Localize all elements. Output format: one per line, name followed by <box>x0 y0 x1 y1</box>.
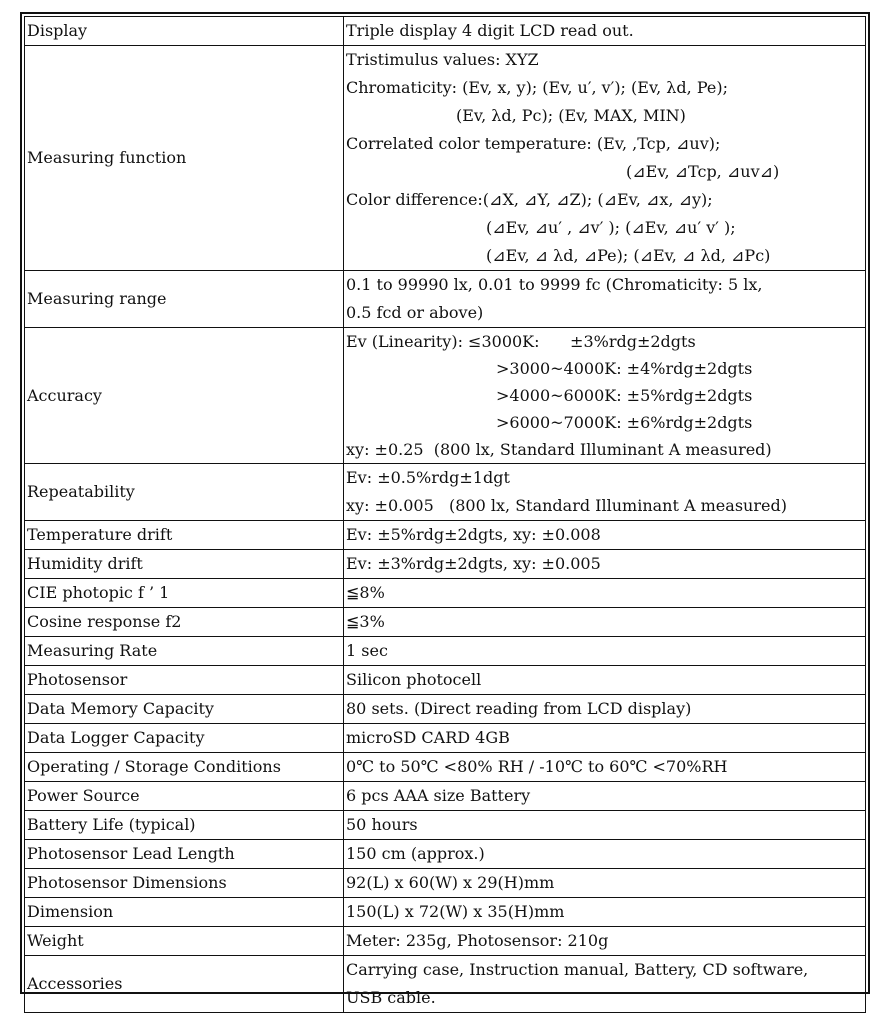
row-value <box>344 724 866 753</box>
row-value <box>344 328 866 464</box>
row-label: Operating / Storage Conditions <box>25 753 344 782</box>
table-row <box>25 724 866 753</box>
value-line: 80 sets. (Direct reading from LCD display) <box>346 699 692 718</box>
row-value <box>344 840 866 869</box>
row-value <box>344 464 866 521</box>
row-label: Weight <box>25 927 344 956</box>
row-label: Temperature drift <box>25 521 344 550</box>
value-line: 0.1 to 99990 lx, 0.01 to 9999 fc (Chromaticity: 5 lx, <box>346 275 763 294</box>
row-value <box>344 17 866 46</box>
row-label: CIE photopic f ’ 1 <box>25 579 344 608</box>
value-line: Carrying case, Instruction manual, Battery, CD software, <box>346 960 809 979</box>
value-line: Ev: ±3%rdg±2dgts, xy: ±0.005 <box>346 554 601 573</box>
row-value <box>344 956 866 1013</box>
value-line: xy: ±0.25 (800 lx, Standard Illuminant A measured) <box>346 440 772 459</box>
value-line: 50 hours <box>346 815 418 834</box>
row-value <box>344 521 866 550</box>
table-row <box>25 271 866 328</box>
table-row <box>25 17 866 46</box>
table-row <box>25 753 866 782</box>
row-label: Dimension <box>25 898 344 927</box>
row-value <box>344 579 866 608</box>
table-row <box>25 869 866 898</box>
row-label: Photosensor Dimensions <box>25 869 344 898</box>
table-row <box>25 956 866 1013</box>
value-line: ≦3% <box>346 612 385 631</box>
value-line: Silicon photocell <box>346 670 482 689</box>
value-line: (⊿Ev, ⊿u′ , ⊿v′ ); (⊿Ev, ⊿u′ v′ ); <box>486 218 736 237</box>
value-line: >4000~6000K: ±5%rdg±2dgts <box>496 386 753 405</box>
value-line: (Ev, λd, Pc); (Ev, MAX, MIN) <box>456 106 686 125</box>
value-line: Triple display 4 digit LCD read out. <box>346 21 634 40</box>
table-row <box>25 464 866 521</box>
value-line: Tristimulus values: XYZ <box>346 50 539 69</box>
value-line: USB cable. <box>346 988 436 1007</box>
value-line: Ev: ±0.5%rdg±1dgt <box>346 468 510 487</box>
row-label: Accuracy <box>25 328 344 464</box>
row-label: Photosensor Lead Length <box>25 840 344 869</box>
row-value <box>344 608 866 637</box>
value-line: Ev: ±5%rdg±2dgts, xy: ±0.008 <box>346 525 601 544</box>
row-label: Battery Life (typical) <box>25 811 344 840</box>
row-value <box>344 782 866 811</box>
value-line: 0.5 fcd or above) <box>346 303 484 322</box>
row-value <box>344 869 866 898</box>
value-line: Chromaticity: (Ev, x, y); (Ev, u′, v′); (Ev, λd, Pe); <box>346 78 728 97</box>
table-row <box>25 927 866 956</box>
value-line: 150 cm (approx.) <box>346 844 485 863</box>
row-label: Measuring range <box>25 271 344 328</box>
value-line: 0℃ to 50℃ <80% RH / -10℃ to 60℃ <70%RH <box>346 757 728 776</box>
table-row <box>25 666 866 695</box>
row-value <box>344 811 866 840</box>
row-label: Power Source <box>25 782 344 811</box>
row-label: Cosine response f2 <box>25 608 344 637</box>
spec-table-frame <box>20 12 870 1007</box>
table-row <box>25 840 866 869</box>
value-line: >3000~4000K: ±4%rdg±2dgts <box>496 359 753 378</box>
value-line: Color difference:(⊿X, ⊿Y, ⊿Z); (⊿Ev, ⊿x, ⊿y); <box>346 190 713 209</box>
row-value <box>344 637 866 666</box>
row-label: Repeatability <box>25 464 344 521</box>
table-row <box>25 782 866 811</box>
row-value <box>344 46 866 271</box>
value-line: Meter: 235g, Photosensor: 210g <box>346 931 609 950</box>
value-line: (⊿Ev, ⊿ λd, ⊿Pe); (⊿Ev, ⊿ λd, ⊿Pc) <box>486 246 771 265</box>
value-line: Correlated color temperature: (Ev, ,Tcp, ⊿uv); <box>346 134 721 153</box>
table-row <box>25 608 866 637</box>
row-value <box>344 753 866 782</box>
value-line: 6 pcs AAA size Battery <box>346 786 531 805</box>
spec-table <box>24 16 866 1013</box>
row-label: Data Logger Capacity <box>25 724 344 753</box>
value-line: 1 sec <box>346 641 388 660</box>
row-label: Photosensor <box>25 666 344 695</box>
table-row <box>25 46 866 271</box>
row-value <box>344 927 866 956</box>
value-line: >6000~7000K: ±6%rdg±2dgts <box>496 413 753 432</box>
table-row <box>25 550 866 579</box>
row-label: Measuring Rate <box>25 637 344 666</box>
value-line: 150(L) x 72(W) x 35(H)mm <box>346 902 565 921</box>
value-line: (⊿Ev, ⊿Tcp, ⊿uv⊿) <box>626 162 780 181</box>
row-label: Humidity drift <box>25 550 344 579</box>
row-label: Display <box>25 17 344 46</box>
value-line: xy: ±0.005 (800 lx, Standard Illuminant A measured) <box>346 496 787 515</box>
value-line: ≦8% <box>346 583 385 602</box>
table-row <box>25 898 866 927</box>
table-row <box>25 328 866 464</box>
value-line: 92(L) x 60(W) x 29(H)mm <box>346 873 555 892</box>
table-row <box>25 637 866 666</box>
table-row <box>25 811 866 840</box>
value-line: microSD CARD 4GB <box>346 728 510 747</box>
table-row <box>25 695 866 724</box>
row-label: Measuring function <box>25 46 344 271</box>
value-line: Ev (Linearity): ≤3000K: ±3%rdg±2dgts <box>346 332 696 351</box>
row-value <box>344 695 866 724</box>
row-value <box>344 271 866 328</box>
table-row <box>25 521 866 550</box>
row-label: Data Memory Capacity <box>25 695 344 724</box>
row-label: Accessories <box>25 956 344 1013</box>
row-value <box>344 898 866 927</box>
row-value <box>344 550 866 579</box>
row-value <box>344 666 866 695</box>
table-row <box>25 579 866 608</box>
